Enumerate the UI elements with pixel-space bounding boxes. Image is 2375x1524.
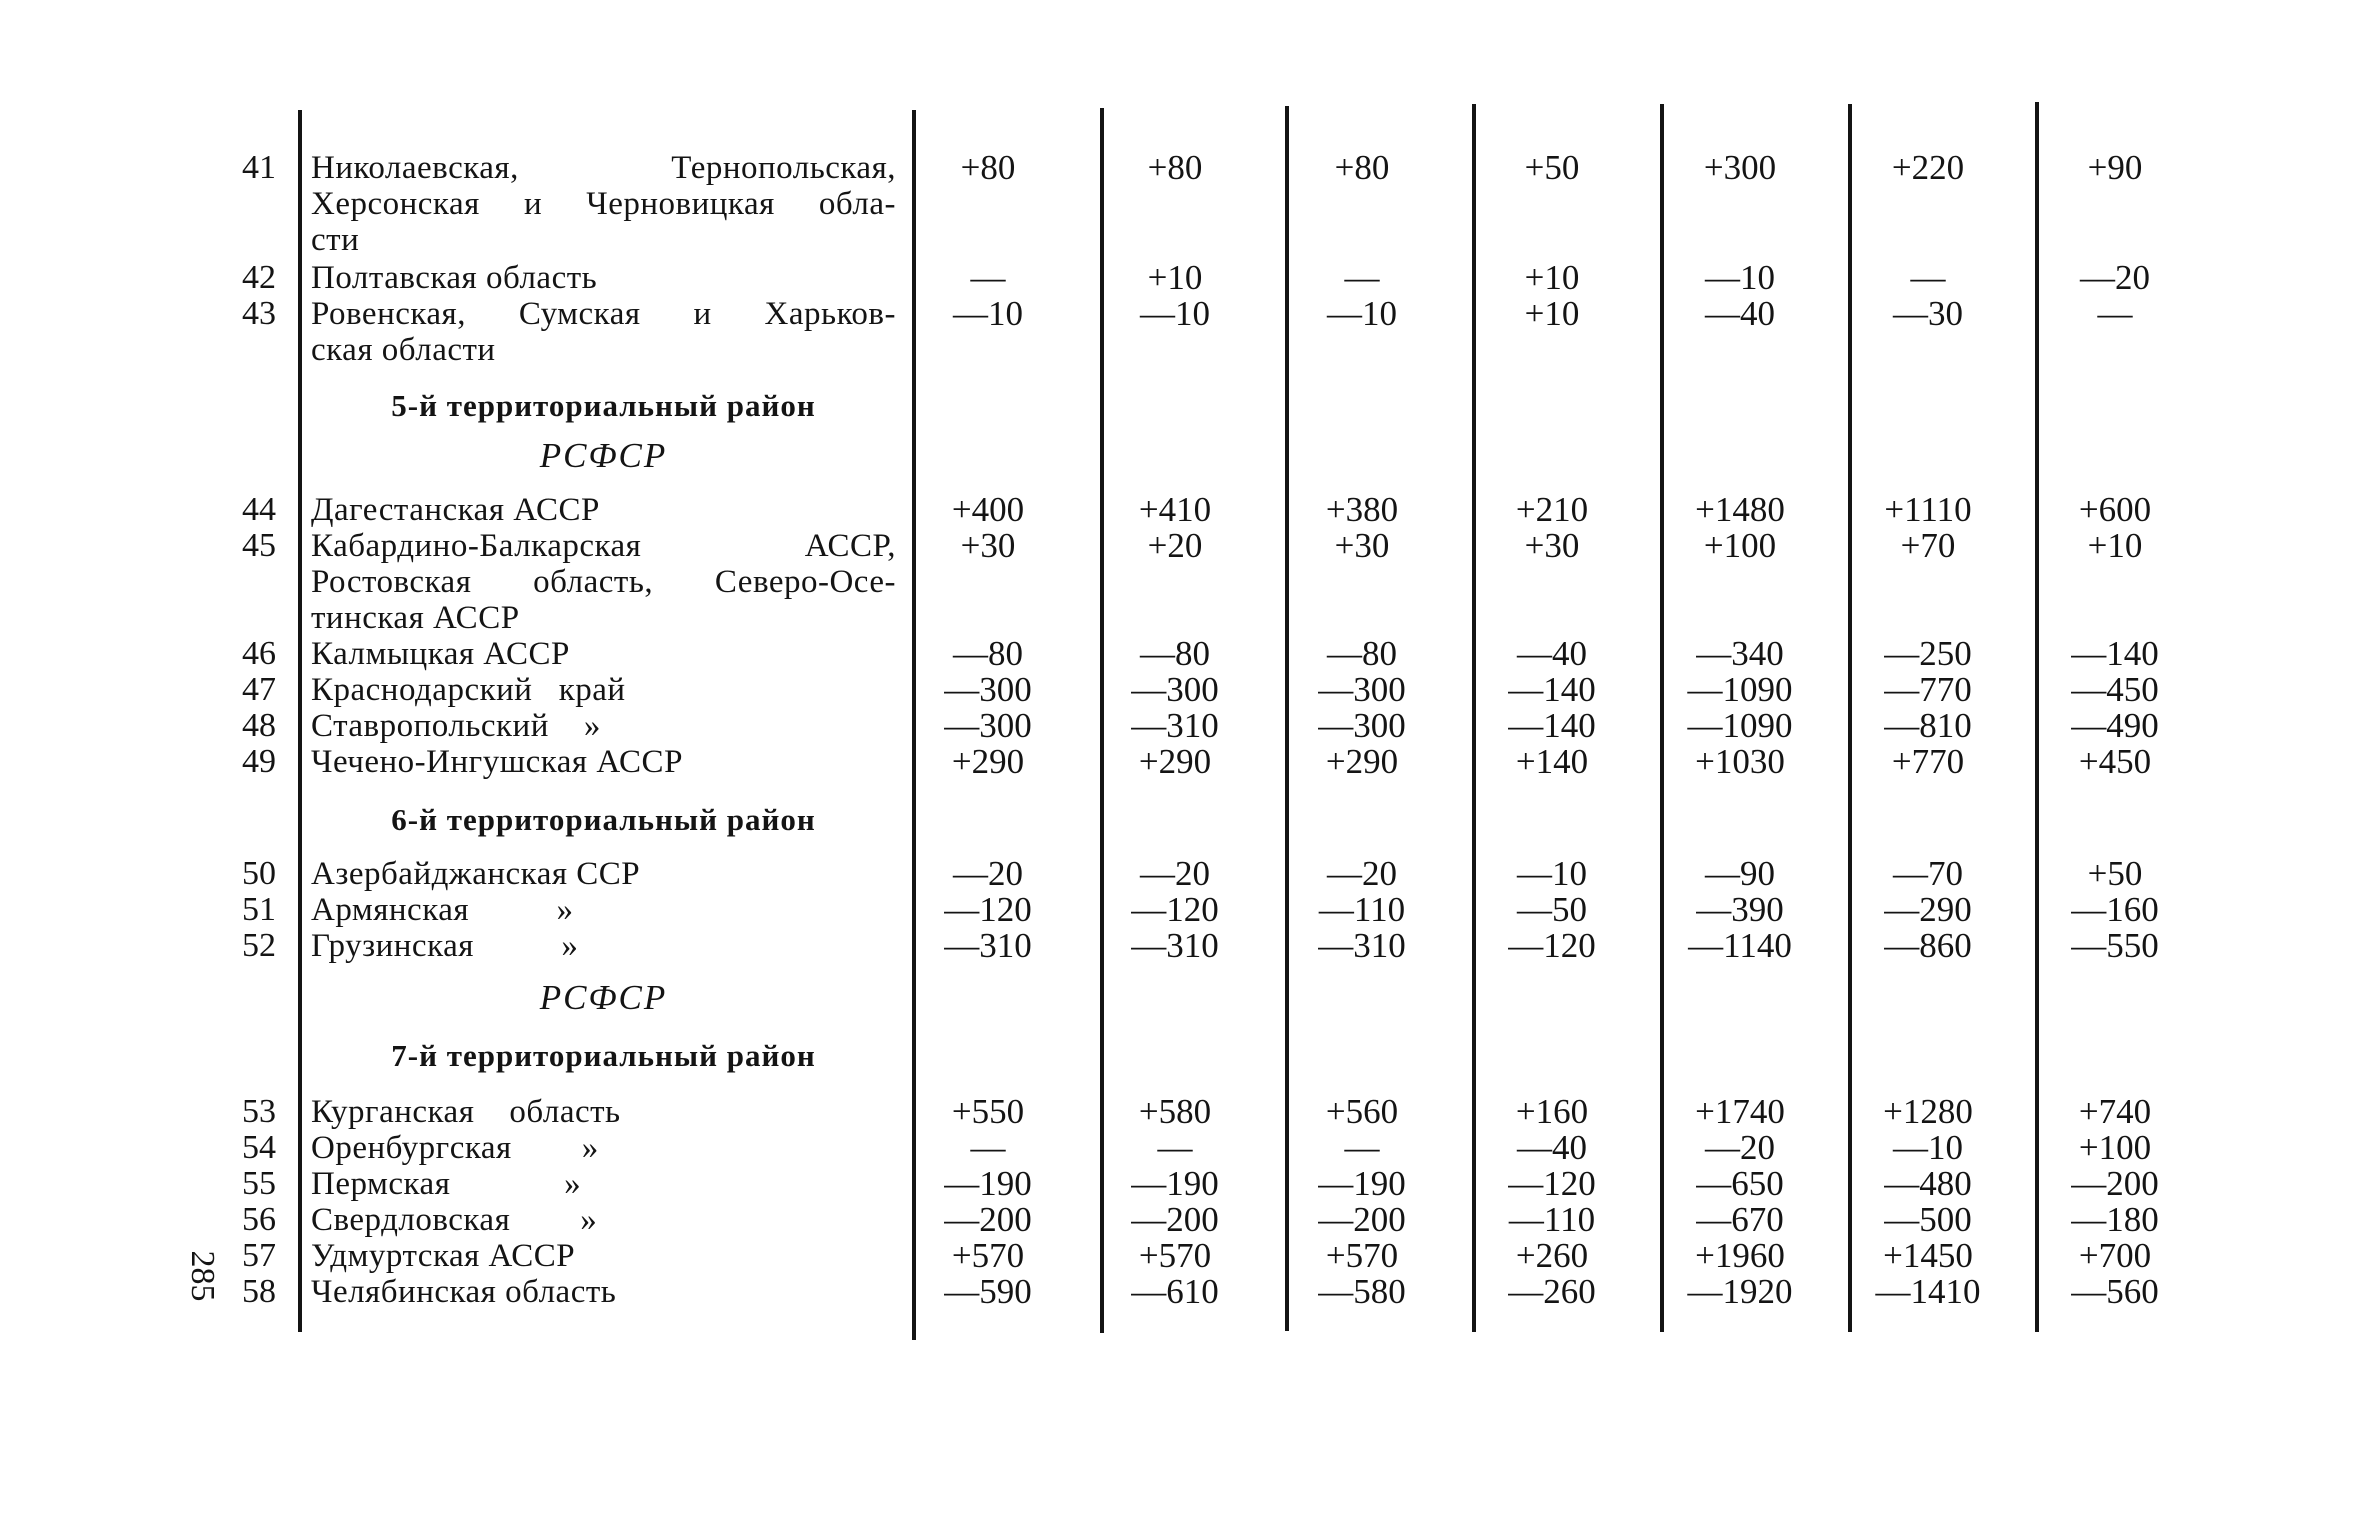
section-subheading: РСФСР bbox=[539, 436, 668, 475]
value-cell: —1920 bbox=[1687, 1272, 1793, 1311]
value-cell: —290 bbox=[1884, 890, 1972, 929]
table-row bbox=[0, 294, 2375, 368]
row-number: 44 bbox=[242, 491, 276, 528]
value-cell: —310 bbox=[1131, 926, 1219, 965]
value-cell: +1280 bbox=[1883, 1092, 1973, 1131]
value-cell: —860 bbox=[1884, 926, 1972, 965]
region-name: Оренбургская » bbox=[311, 1130, 599, 1166]
value-cell: +30 bbox=[1334, 526, 1390, 565]
row-number: 49 bbox=[242, 743, 276, 780]
value-cell: —550 bbox=[2071, 926, 2159, 965]
value-cell: —140 bbox=[1508, 706, 1596, 745]
row-number: 51 bbox=[242, 891, 276, 928]
table-row bbox=[0, 1202, 2375, 1238]
region-name: Пермская » bbox=[311, 1166, 582, 1202]
page-number: 285 bbox=[184, 1250, 221, 1302]
value-cell: +600 bbox=[2078, 490, 2152, 529]
value-cell: —300 bbox=[944, 706, 1032, 745]
table-row bbox=[0, 1094, 2375, 1130]
table-row bbox=[0, 148, 2375, 258]
value-cell: —110 bbox=[1508, 1200, 1596, 1239]
value-cell: —190 bbox=[944, 1164, 1032, 1203]
table-row bbox=[0, 744, 2375, 780]
value-cell: —70 bbox=[1893, 854, 1963, 893]
table-row bbox=[0, 856, 2375, 892]
value-cell: +50 bbox=[1524, 148, 1580, 187]
table-row bbox=[0, 526, 2375, 636]
value-cell: —20 bbox=[2080, 258, 2150, 297]
region-name: Полтавская область bbox=[311, 260, 598, 296]
value-cell: +70 bbox=[1900, 526, 1956, 565]
row-number: 41 bbox=[242, 149, 276, 186]
region-name: Херсонская и Черновицкая обла- bbox=[311, 186, 896, 222]
section-heading: 7-й территориальный район bbox=[391, 1038, 816, 1073]
value-cell: —610 bbox=[1131, 1272, 1219, 1311]
value-cell: —190 bbox=[1131, 1164, 1219, 1203]
table-row bbox=[0, 1166, 2375, 1202]
value-cell: —90 bbox=[1705, 854, 1775, 893]
value-cell: —10 bbox=[1705, 258, 1775, 297]
value-cell: +210 bbox=[1515, 490, 1589, 529]
value-cell: +1110 bbox=[1884, 490, 1972, 529]
value-cell: — bbox=[1157, 1128, 1193, 1167]
row-number: 50 bbox=[242, 855, 276, 892]
value-cell: — bbox=[1344, 1128, 1380, 1167]
value-cell: —1090 bbox=[1687, 706, 1793, 745]
value-cell: —120 bbox=[944, 890, 1032, 929]
value-cell: +10 bbox=[1147, 258, 1203, 297]
value-cell: +290 bbox=[951, 742, 1025, 781]
region-name: Николаевская, Тернопольская, bbox=[311, 150, 896, 186]
value-cell: —770 bbox=[1884, 670, 1972, 709]
region-name: тинская АССР bbox=[311, 600, 520, 636]
value-cell: +10 bbox=[1524, 258, 1580, 297]
row-number: 43 bbox=[242, 295, 276, 332]
value-cell: +30 bbox=[960, 526, 1016, 565]
table-row bbox=[0, 636, 2375, 672]
value-cell: +80 bbox=[960, 148, 1016, 187]
value-cell: —190 bbox=[1318, 1164, 1406, 1203]
value-cell: +290 bbox=[1325, 742, 1399, 781]
value-cell: —560 bbox=[2071, 1272, 2159, 1311]
region-name: Свердловская » bbox=[311, 1202, 598, 1238]
value-cell: —390 bbox=[1696, 890, 1784, 929]
value-cell: — bbox=[2097, 294, 2133, 333]
region-name: Челябинская область bbox=[311, 1274, 617, 1310]
value-cell: +140 bbox=[1515, 742, 1589, 781]
value-cell: —490 bbox=[2071, 706, 2159, 745]
value-cell: —260 bbox=[1508, 1272, 1596, 1311]
value-cell: +220 bbox=[1891, 148, 1965, 187]
value-cell: —20 bbox=[1705, 1128, 1775, 1167]
value-cell: — bbox=[970, 1128, 1006, 1167]
value-cell: —200 bbox=[2071, 1164, 2159, 1203]
section-heading: 5-й территориальный район bbox=[391, 388, 816, 423]
section-subheading: РСФСР bbox=[539, 978, 668, 1017]
value-cell: —80 bbox=[1140, 634, 1210, 673]
region-name: Курганская область bbox=[311, 1094, 621, 1130]
value-cell: —450 bbox=[2071, 670, 2159, 709]
value-cell: —120 bbox=[1508, 926, 1596, 965]
value-cell: —650 bbox=[1696, 1164, 1784, 1203]
value-cell: +450 bbox=[2078, 742, 2152, 781]
value-cell: —810 bbox=[1884, 706, 1972, 745]
value-cell: —300 bbox=[1131, 670, 1219, 709]
value-cell: +580 bbox=[1138, 1092, 1212, 1131]
value-cell: —500 bbox=[1884, 1200, 1972, 1239]
value-cell: — bbox=[1344, 258, 1380, 297]
value-cell: —120 bbox=[1508, 1164, 1596, 1203]
value-cell: —160 bbox=[2071, 890, 2159, 929]
value-cell: +80 bbox=[1147, 148, 1203, 187]
value-cell: +260 bbox=[1515, 1236, 1589, 1275]
value-cell: — bbox=[1910, 258, 1946, 297]
table-row bbox=[0, 928, 2375, 964]
value-cell: +80 bbox=[1334, 148, 1390, 187]
value-cell: —580 bbox=[1318, 1272, 1406, 1311]
value-cell: —1090 bbox=[1687, 670, 1793, 709]
value-cell: —10 bbox=[1140, 294, 1210, 333]
value-cell: —1410 bbox=[1875, 1272, 1981, 1311]
value-cell: —120 bbox=[1131, 890, 1219, 929]
value-cell: +1480 bbox=[1695, 490, 1785, 529]
value-cell: —110 bbox=[1318, 890, 1406, 929]
value-cell: +380 bbox=[1325, 490, 1399, 529]
value-cell: +50 bbox=[2087, 854, 2143, 893]
value-cell: —40 bbox=[1517, 634, 1587, 673]
value-cell: —10 bbox=[1893, 1128, 1963, 1167]
region-name: Удмуртская АССР bbox=[311, 1238, 576, 1274]
region-name: Чечено-Ингушская АССР bbox=[311, 744, 683, 780]
row-number: 42 bbox=[242, 259, 276, 296]
value-cell: —1140 bbox=[1688, 926, 1792, 965]
value-cell: +1740 bbox=[1695, 1092, 1785, 1131]
value-cell: —300 bbox=[944, 670, 1032, 709]
row-number: 55 bbox=[242, 1165, 276, 1202]
value-cell: —200 bbox=[1131, 1200, 1219, 1239]
value-cell: —590 bbox=[944, 1272, 1032, 1311]
value-cell: —180 bbox=[2071, 1200, 2159, 1239]
value-cell: +290 bbox=[1138, 742, 1212, 781]
table-row bbox=[0, 1130, 2375, 1166]
value-cell: —10 bbox=[1517, 854, 1587, 893]
region-name: Ставропольский » bbox=[311, 708, 601, 744]
row-number: 56 bbox=[242, 1201, 276, 1238]
region-name: Кабардино-Балкарская АССР, bbox=[311, 528, 896, 564]
value-cell: —140 bbox=[1508, 670, 1596, 709]
table-row bbox=[0, 708, 2375, 744]
value-cell: —80 bbox=[1327, 634, 1397, 673]
value-cell: +100 bbox=[1703, 526, 1777, 565]
value-cell: +570 bbox=[1138, 1236, 1212, 1275]
value-cell: +570 bbox=[1325, 1236, 1399, 1275]
value-cell: +300 bbox=[1703, 148, 1777, 187]
value-cell: —670 bbox=[1696, 1200, 1784, 1239]
value-cell: +10 bbox=[2087, 526, 2143, 565]
row-number: 57 bbox=[242, 1237, 276, 1274]
table-row bbox=[0, 492, 2375, 528]
value-cell: —40 bbox=[1517, 1128, 1587, 1167]
table-row bbox=[0, 892, 2375, 928]
value-cell: —30 bbox=[1893, 294, 1963, 333]
value-cell: +1450 bbox=[1883, 1236, 1973, 1275]
region-name: Ростовская область, Северо-Осе- bbox=[311, 564, 896, 600]
region-name: Дагестанская АССР bbox=[311, 492, 600, 528]
value-cell: —10 bbox=[953, 294, 1023, 333]
value-cell: —480 bbox=[1884, 1164, 1972, 1203]
value-cell: +400 bbox=[951, 490, 1025, 529]
value-cell: —10 bbox=[1327, 294, 1397, 333]
region-name: Ровенская, Сумская и Харьков- bbox=[311, 296, 896, 332]
value-cell: —20 bbox=[1140, 854, 1210, 893]
value-cell: —310 bbox=[1318, 926, 1406, 965]
value-cell: —140 bbox=[2071, 634, 2159, 673]
value-cell: +570 bbox=[951, 1236, 1025, 1275]
row-number: 52 bbox=[242, 927, 276, 964]
value-cell: +410 bbox=[1138, 490, 1212, 529]
row-number: 53 bbox=[242, 1093, 276, 1130]
value-cell: +160 bbox=[1515, 1092, 1589, 1131]
value-cell: —200 bbox=[944, 1200, 1032, 1239]
section-heading: 6-й территориальный район bbox=[391, 802, 816, 837]
value-cell: —340 bbox=[1696, 634, 1784, 673]
value-cell: —40 bbox=[1705, 294, 1775, 333]
table-row bbox=[0, 260, 2375, 296]
value-cell: +560 bbox=[1325, 1092, 1399, 1131]
value-cell: —310 bbox=[944, 926, 1032, 965]
value-cell: +100 bbox=[2078, 1128, 2152, 1167]
value-cell: —200 bbox=[1318, 1200, 1406, 1239]
value-cell: —50 bbox=[1517, 890, 1587, 929]
region-name: Армянская » bbox=[311, 892, 574, 928]
region-name: сти bbox=[311, 222, 360, 258]
value-cell: +1960 bbox=[1695, 1236, 1785, 1275]
value-cell: —20 bbox=[953, 854, 1023, 893]
row-number: 48 bbox=[242, 707, 276, 744]
value-cell: +740 bbox=[2078, 1092, 2152, 1131]
value-cell: +30 bbox=[1524, 526, 1580, 565]
value-cell: +20 bbox=[1147, 526, 1203, 565]
value-cell: —300 bbox=[1318, 670, 1406, 709]
value-cell: +90 bbox=[2087, 148, 2143, 187]
table-row bbox=[0, 672, 2375, 708]
value-cell: —250 bbox=[1884, 634, 1972, 673]
row-number: 46 bbox=[242, 635, 276, 672]
value-cell: +700 bbox=[2078, 1236, 2152, 1275]
region-name: Краснодарский край bbox=[311, 672, 626, 708]
value-cell: —20 bbox=[1327, 854, 1397, 893]
value-cell: +10 bbox=[1524, 294, 1580, 333]
region-name: Калмыцкая АССР bbox=[311, 636, 570, 672]
row-number: 54 bbox=[242, 1129, 276, 1166]
value-cell: — bbox=[970, 258, 1006, 297]
value-cell: +550 bbox=[951, 1092, 1025, 1131]
row-number: 47 bbox=[242, 671, 276, 708]
table-row bbox=[0, 1238, 2375, 1274]
value-cell: —80 bbox=[953, 634, 1023, 673]
region-name: Грузинская » bbox=[311, 928, 579, 964]
value-cell: —310 bbox=[1131, 706, 1219, 745]
region-name: ская области bbox=[311, 332, 496, 368]
row-number: 58 bbox=[242, 1273, 276, 1310]
table-row bbox=[0, 1274, 2375, 1310]
row-number: 45 bbox=[242, 527, 276, 564]
value-cell: +1030 bbox=[1695, 742, 1785, 781]
region-name: Азербайджанская ССР bbox=[311, 856, 641, 892]
value-cell: +770 bbox=[1891, 742, 1965, 781]
value-cell: —300 bbox=[1318, 706, 1406, 745]
